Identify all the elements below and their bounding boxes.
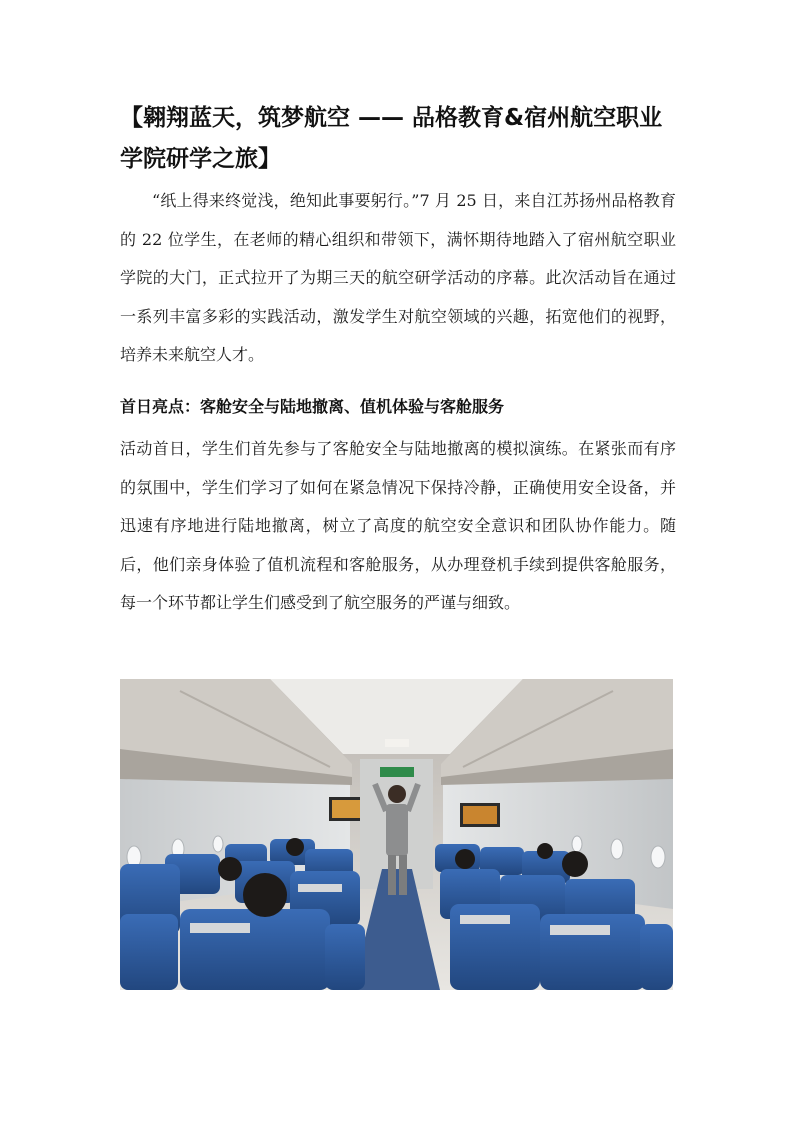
cabin-photo — [120, 679, 673, 990]
article-title: 【翱翔蓝天，筑梦航空 —— 品格教育&宿州航空职业学院研学之旅】 — [120, 105, 663, 172]
cabin-illustration — [120, 679, 673, 990]
section-heading: 首日亮点：客舱安全与陆地撤离、值机体验与客舱服务 — [120, 397, 505, 416]
intro-paragraph: “纸上得来终觉浅，绝知此事要躬行。”7 月 25 日，来自江苏扬州品格教育的 22 位学生，在老师的精心组织和带领下，满怀期待地踏入了宿州航空职业学院的大门，正式拉开了为期三天的航空研学活动的序幕。此次活动旨在通过一系列丰富多彩的实践活动，激发学生对航空领域的兴趣，拓宽他们的视野，培养未来航空人才。 — [120, 191, 676, 364]
section-paragraph: 活动首日，学生们首先参与了客舱安全与陆地撤离的模拟演练。在紧张而有序的氛围中，学生们学习了如何在紧急情况下保持冷静，正确使用安全设备，并迅速有序地进行陆地撤离，树立了高度的航空安全意识和团队协作能力。随后，他们亲身体验了值机流程和客舱服务，从办理登机手续到提供客舱服务，每一个环节都让学生们感受到了航空服务的严谨与细致。 — [120, 439, 676, 612]
